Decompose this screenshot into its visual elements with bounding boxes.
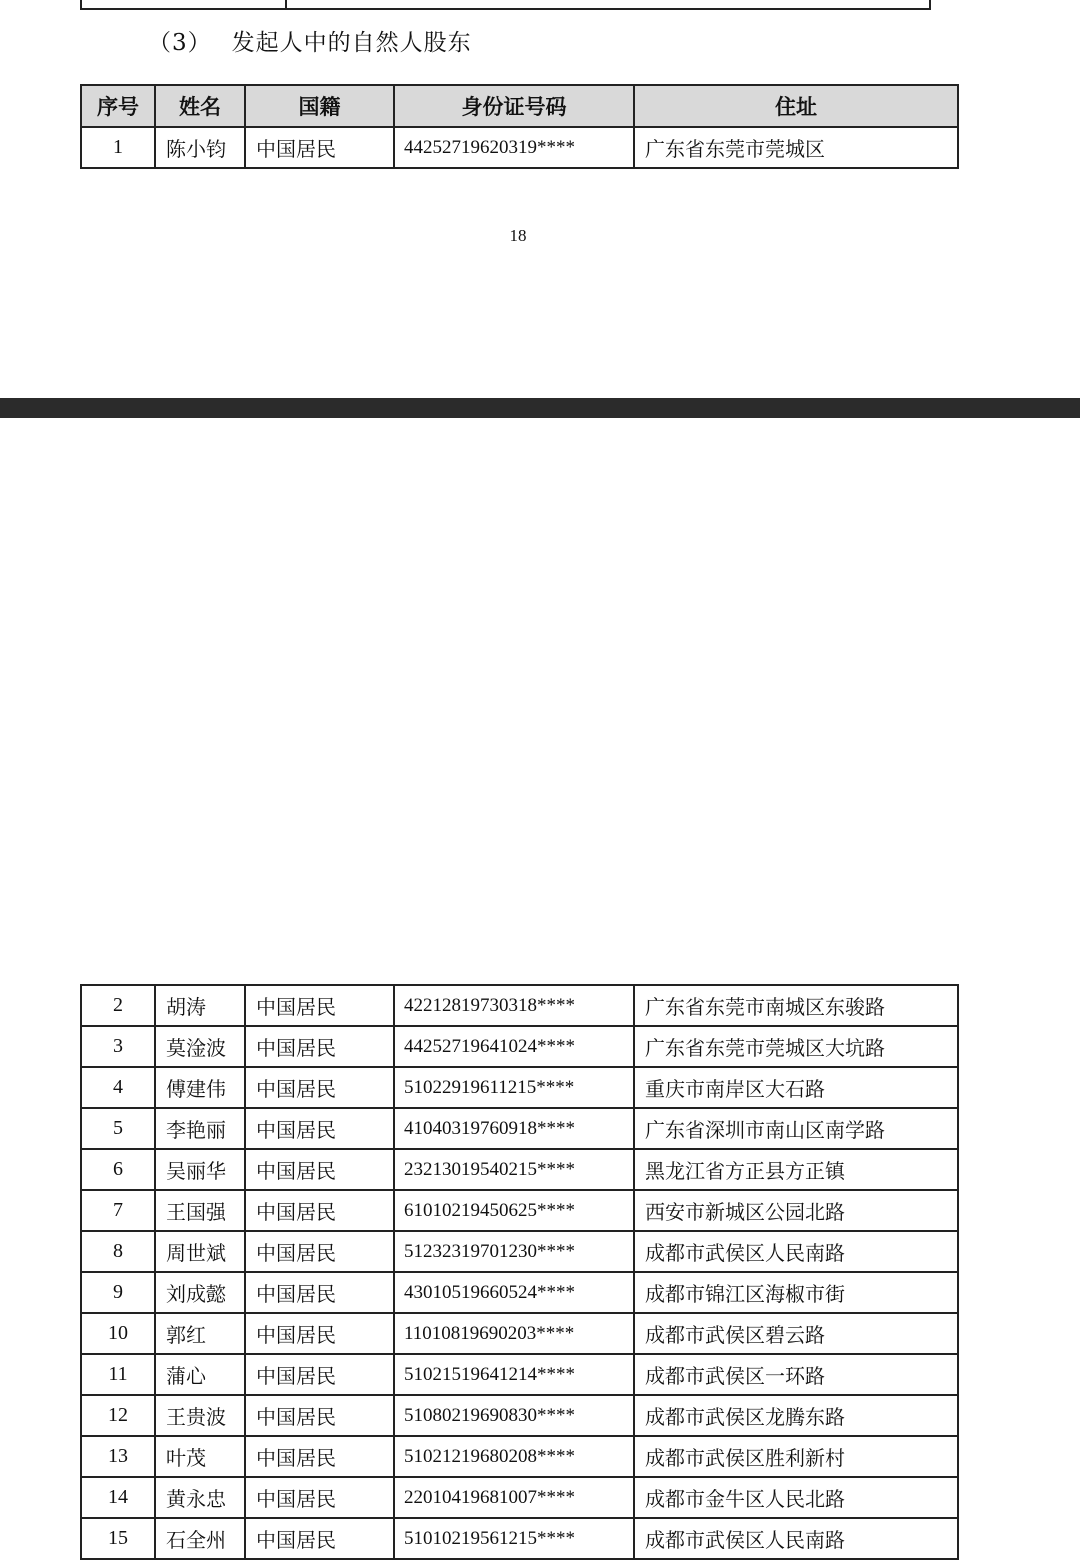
cell-serial-number: 10 [81,1313,155,1354]
cell-nationality: 中国居民 [245,1231,394,1272]
table-header-row [81,85,958,127]
table-row [81,1272,958,1313]
cell-name: 傅建伟 [155,1067,245,1108]
cell-name: 胡涛 [155,985,245,1026]
cell-name: 石全州 [155,1518,245,1559]
table-row [81,1518,958,1559]
cell-name: 王贵波 [155,1395,245,1436]
cell-serial-number: 1 [81,127,155,168]
cell-address: 成都市武侯区人民南路 [634,1518,958,1559]
cell-address: 成都市金牛区人民北路 [634,1477,958,1518]
cell-id-number: 44252719641024**** [394,1026,634,1067]
cell-nationality: 中国居民 [245,1395,394,1436]
cell-nationality: 中国居民 [245,1067,394,1108]
cell-id-number: 51021519641214**** [394,1354,634,1395]
cell-name: 吴丽华 [155,1149,245,1190]
cell-address: 成都市武侯区人民南路 [634,1231,958,1272]
cell-nationality: 中国居民 [245,1354,394,1395]
header-serial-number: 序号 [81,85,155,127]
table-row [81,1477,958,1518]
cell-id-number: 42212819730318**** [394,985,634,1026]
page-19 [0,418,1080,1552]
cell-serial-number: 8 [81,1231,155,1272]
cell-id-number: 11010819690203**** [394,1313,634,1354]
cell-name: 叶茂 [155,1436,245,1477]
cell-serial-number: 12 [81,1395,155,1436]
section-number: （3） [148,30,212,56]
cell-name: 周世斌 [155,1231,245,1272]
cell-nationality: 中国居民 [245,1026,394,1067]
section-title: 发起人中的自然人股东 [231,30,472,56]
table-row [81,1354,958,1395]
cell-serial-number: 13 [81,1436,155,1477]
cell-nationality: 中国居民 [245,1190,394,1231]
cell-address: 广东省东莞市南城区东骏路 [634,985,958,1026]
cell-id-number: 41040319760918**** [394,1108,634,1149]
cell-id-number: 51232319701230**** [394,1231,634,1272]
cell-nationality: 中国居民 [245,1313,394,1354]
cell-address: 重庆市南岸区大石路 [634,1067,958,1108]
cell-nationality: 中国居民 [245,1272,394,1313]
table-row [81,1067,958,1108]
cell-address: 西安市新城区公园北路 [634,1190,958,1231]
header-id-number: 身份证号码 [394,85,634,127]
cell-address: 成都市武侯区龙腾东路 [634,1395,958,1436]
page-number: 18 [509,226,527,245]
cell-address: 成都市锦江区海椒市街 [634,1272,958,1313]
table-row [81,1149,958,1190]
cell-id-number: 51022919611215**** [394,1067,634,1108]
cell-name: 刘成懿 [155,1272,245,1313]
cell-address: 广东省东莞市莞城区 [634,127,958,168]
cell-id-number: 51021219680208**** [394,1436,634,1477]
page-18 [0,0,1080,398]
shareholder-table-page-18 [80,84,959,169]
previous-table-divider [285,0,287,10]
cell-id-number: 44252719620319**** [394,127,634,168]
cell-serial-number: 3 [81,1026,155,1067]
cell-serial-number: 2 [81,985,155,1026]
cell-name: 王国强 [155,1190,245,1231]
cell-name: 郭红 [155,1313,245,1354]
cell-id-number: 61010219450625**** [394,1190,634,1231]
cell-serial-number: 15 [81,1518,155,1559]
table-row [81,1395,958,1436]
cell-address: 成都市武侯区碧云路 [634,1313,958,1354]
header-address: 住址 [634,85,958,127]
table-row [81,1231,958,1272]
page-separator [0,398,1080,418]
table-row [81,127,958,168]
cell-id-number: 51080219690830**** [394,1395,634,1436]
previous-table-bottom-edge [80,0,931,10]
table-row [81,1313,958,1354]
cell-name: 黄永忠 [155,1477,245,1518]
table-row [81,985,958,1026]
cell-serial-number: 7 [81,1190,155,1231]
table-row [81,1108,958,1149]
cell-nationality: 中国居民 [245,985,394,1026]
cell-id-number: 51010219561215**** [394,1518,634,1559]
header-nationality: 国籍 [245,85,394,127]
section-heading [148,24,472,57]
cell-address: 成都市武侯区一环路 [634,1354,958,1395]
cell-address: 成都市武侯区胜利新村 [634,1436,958,1477]
cell-nationality: 中国居民 [245,1149,394,1190]
cell-name: 李艳丽 [155,1108,245,1149]
cell-serial-number: 9 [81,1272,155,1313]
header-name: 姓名 [155,85,245,127]
cell-nationality: 中国居民 [245,1436,394,1477]
cell-name: 蒲心 [155,1354,245,1395]
cell-address: 黑龙江省方正县方正镇 [634,1149,958,1190]
table-row [81,1436,958,1477]
cell-serial-number: 6 [81,1149,155,1190]
cell-address: 广东省东莞市莞城区大坑路 [634,1026,958,1067]
cell-serial-number: 14 [81,1477,155,1518]
cell-nationality: 中国居民 [245,1518,394,1559]
cell-nationality: 中国居民 [245,1108,394,1149]
cell-name: 莫淦波 [155,1026,245,1067]
cell-id-number: 43010519660524**** [394,1272,634,1313]
cell-nationality: 中国居民 [245,127,394,168]
cell-name: 陈小钧 [155,127,245,168]
table-row [81,1190,958,1231]
cell-id-number: 23213019540215**** [394,1149,634,1190]
cell-nationality: 中国居民 [245,1477,394,1518]
table-row [81,1026,958,1067]
cell-serial-number: 4 [81,1067,155,1108]
cell-serial-number: 11 [81,1354,155,1395]
shareholder-table-page-19 [80,984,959,1560]
cell-serial-number: 5 [81,1108,155,1149]
cell-id-number: 22010419681007**** [394,1477,634,1518]
cell-address: 广东省深圳市南山区南学路 [634,1108,958,1149]
